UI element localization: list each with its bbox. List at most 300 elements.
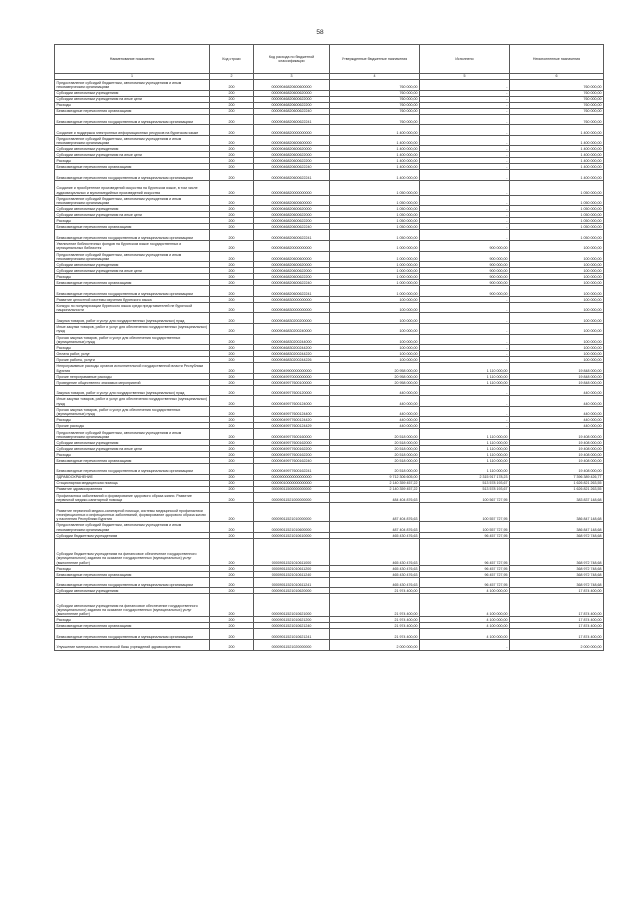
row-remaining-amount: 19 408 000,00 bbox=[510, 446, 604, 452]
row-approved-amount: 487 404 876,63 bbox=[330, 503, 420, 522]
row-approved-amount: 100 000,00 bbox=[330, 323, 420, 334]
row-executed-amount: 1 110 000,00 bbox=[420, 363, 510, 374]
row-approved-amount: 2 140 359 457,22 bbox=[330, 486, 420, 492]
row-budget-classification: 00009046820600620000 bbox=[254, 262, 330, 268]
row-budget-classification: 00009046830200200000 bbox=[254, 313, 330, 324]
row-executed-amount: 2 315 917 178,23 bbox=[420, 474, 510, 480]
row-approved-amount: 465 430 476,63 bbox=[330, 577, 420, 588]
row-budget-classification: 00009011521010611241 bbox=[254, 577, 330, 588]
row-budget-classification: 00009049900000000000 bbox=[254, 363, 330, 374]
row-approved-amount: 100 000,00 bbox=[330, 357, 420, 363]
row-executed-amount: 96 457 727,95 bbox=[420, 565, 510, 571]
row-executed-amount: - bbox=[420, 206, 510, 212]
row-executed-amount: - bbox=[420, 417, 510, 423]
row-budget-classification: 00009046830200244226 bbox=[254, 357, 330, 363]
row-approved-amount: 1 400 000,00 bbox=[330, 152, 420, 158]
row-executed-amount: - bbox=[420, 640, 510, 651]
row-remaining-amount: 19 408 000,00 bbox=[510, 464, 604, 475]
row-indicator-name: Иные закупки товаров, работ и услуг для обеспечения государственных (муниципальных) нужд bbox=[55, 323, 210, 334]
row-remaining-amount: 1 626 821 263,55 bbox=[510, 486, 604, 492]
row-indicator-name: Предоставление субсидий бюджетным, автономным учреждениям и иным некоммерческим организациям bbox=[55, 135, 210, 146]
row-budget-classification: 00009011521010611000 bbox=[254, 538, 330, 565]
table-row bbox=[55, 522, 604, 533]
row-indicator-name: Предоставление субсидий бюджетным, автономным учреждениям и иным некоммерческим организациям bbox=[55, 429, 210, 440]
row-indicator-name: Предоставление субсидий бюджетным, автономным учреждениям и иным некоммерческим организациям bbox=[55, 251, 210, 262]
row-line-code: 200 bbox=[210, 80, 254, 91]
table-row bbox=[55, 629, 604, 640]
row-remaining-amount: 7 396 389 426,77 bbox=[510, 474, 604, 480]
row-executed-amount: - bbox=[420, 90, 510, 96]
row-indicator-name: Расходы bbox=[55, 565, 210, 571]
row-budget-classification: 00009011521010621240 bbox=[254, 623, 330, 629]
row-executed-amount: 513 578 193,67 bbox=[420, 480, 510, 486]
row-approved-amount: 440 000,00 bbox=[330, 385, 420, 396]
row-indicator-name: Проведение общественно значимых мероприятий bbox=[55, 379, 210, 385]
table-row bbox=[55, 313, 604, 324]
row-line-code: 200 bbox=[210, 224, 254, 230]
row-line-code: 200 bbox=[210, 206, 254, 212]
row-remaining-amount: 1 400 000,00 bbox=[510, 146, 604, 152]
row-indicator-name: Расходы bbox=[55, 417, 210, 423]
table-row bbox=[55, 135, 604, 146]
row-executed-amount: - bbox=[420, 114, 510, 125]
row-approved-amount: 1 000 000,00 bbox=[330, 262, 420, 268]
row-remaining-amount: 368 972 748,68 bbox=[510, 538, 604, 565]
row-remaining-amount: 760 000,00 bbox=[510, 102, 604, 108]
row-approved-amount: 21 974 400,00 bbox=[330, 588, 420, 594]
row-indicator-name: Непрограммные расходы органов исполнительной государственной власти Республики Бурятия bbox=[55, 363, 210, 374]
row-remaining-amount: 100 000,00 bbox=[510, 262, 604, 268]
row-line-code: 200 bbox=[210, 629, 254, 640]
row-executed-amount: - bbox=[420, 302, 510, 313]
table-row bbox=[55, 251, 604, 262]
row-indicator-name: Безвозмездные перечисления организациям bbox=[55, 280, 210, 286]
row-executed-amount: - bbox=[420, 108, 510, 114]
row-approved-amount: 1 050 000,00 bbox=[330, 218, 420, 224]
row-indicator-name: Субсидии автономным учреждениям bbox=[55, 206, 210, 212]
row-line-code: 200 bbox=[210, 522, 254, 533]
row-remaining-amount: 760 000,00 bbox=[510, 90, 604, 96]
row-remaining-amount: 368 972 748,68 bbox=[510, 571, 604, 577]
row-approved-amount: 465 430 476,63 bbox=[330, 538, 420, 565]
row-line-code: 200 bbox=[210, 577, 254, 588]
row-budget-classification: 00009049977600120000 bbox=[254, 385, 330, 396]
row-line-code: 200 bbox=[210, 486, 254, 492]
row-executed-amount: 4 100 000,00 bbox=[420, 594, 510, 617]
row-indicator-name: Создание и приобретение произведений искусства на бурятском языке, в том числе аудиовизуальных и мультимедийных произведений искусства bbox=[55, 180, 210, 195]
row-executed-amount: - bbox=[420, 296, 510, 302]
row-line-code: 200 bbox=[210, 125, 254, 136]
row-indicator-name: Закупка товаров, работ и услуг для государственных (муниципальных) нужд bbox=[55, 313, 210, 324]
row-line-code: 200 bbox=[210, 164, 254, 170]
row-approved-amount: 760 000,00 bbox=[330, 80, 420, 91]
row-line-code: 200 bbox=[210, 313, 254, 324]
row-line-code: 200 bbox=[210, 458, 254, 464]
row-line-code: 200 bbox=[210, 429, 254, 440]
row-executed-amount: - bbox=[420, 351, 510, 357]
row-indicator-name: Безвозмездные перечисления государственным и муниципальным организациям bbox=[55, 464, 210, 475]
row-budget-classification: 00009046820600600000 bbox=[254, 251, 330, 262]
row-remaining-amount: 19 408 000,00 bbox=[510, 458, 604, 464]
row-line-code: 200 bbox=[210, 379, 254, 385]
row-indicator-name: Субсидии автономным учреждениям bbox=[55, 440, 210, 446]
row-line-code: 200 bbox=[210, 452, 254, 458]
row-indicator-name: Безвозмездные перечисления организациям bbox=[55, 458, 210, 464]
row-remaining-amount: 19 848 000,00 bbox=[510, 379, 604, 385]
row-remaining-amount: 100 000,00 bbox=[510, 274, 604, 280]
row-indicator-name: Создание и поддержка электронных информационных ресурсов на бурятском языке bbox=[55, 125, 210, 136]
row-executed-amount: 1 110 000,00 bbox=[420, 440, 510, 446]
row-budget-classification: 00009046830000000000 bbox=[254, 296, 330, 302]
row-line-code: 200 bbox=[210, 357, 254, 363]
row-executed-amount: 900 000,00 bbox=[420, 274, 510, 280]
row-remaining-amount: 368 972 748,68 bbox=[510, 577, 604, 588]
row-indicator-name: Субсидии автономным учреждениям bbox=[55, 90, 210, 96]
row-indicator-name: Развитие целостной системы изучения бурятского языка bbox=[55, 296, 210, 302]
row-budget-classification: 00009049977600124420 bbox=[254, 417, 330, 423]
row-approved-amount: 100 000,00 bbox=[330, 351, 420, 357]
row-remaining-amount: 17 874 400,00 bbox=[510, 629, 604, 640]
row-approved-amount: 100 000,00 bbox=[330, 345, 420, 351]
row-indicator-name: Расходы bbox=[55, 452, 210, 458]
row-approved-amount: 440 000,00 bbox=[330, 396, 420, 407]
row-line-code: 200 bbox=[210, 274, 254, 280]
row-executed-amount: - bbox=[420, 406, 510, 417]
row-executed-amount: 513 578 193,67 bbox=[420, 486, 510, 492]
row-remaining-amount: 1 050 000,00 bbox=[510, 195, 604, 206]
row-executed-amount: - bbox=[420, 345, 510, 351]
row-remaining-amount: 1 050 000,00 bbox=[510, 224, 604, 230]
row-remaining-amount: 100 000,00 bbox=[510, 313, 604, 324]
row-budget-classification: 00009049977600162200 bbox=[254, 446, 330, 452]
row-approved-amount: 1 400 000,00 bbox=[330, 125, 420, 136]
row-executed-amount: 1 110 000,00 bbox=[420, 429, 510, 440]
table-row bbox=[55, 577, 604, 588]
row-line-code: 200 bbox=[210, 218, 254, 224]
row-approved-amount: 20 518 000,00 bbox=[330, 446, 420, 452]
row-executed-amount: 1 110 000,00 bbox=[420, 379, 510, 385]
table-body bbox=[55, 80, 604, 651]
row-remaining-amount: 1 050 000,00 bbox=[510, 212, 604, 218]
column-number: 4 bbox=[330, 74, 420, 80]
row-executed-amount: - bbox=[420, 146, 510, 152]
row-budget-classification: 00009046830200244200 bbox=[254, 345, 330, 351]
row-executed-amount: 1 110 000,00 bbox=[420, 464, 510, 475]
row-approved-amount: 1 000 000,00 bbox=[330, 240, 420, 251]
row-indicator-name: ЗДРАВООХРАНЕНИЕ bbox=[55, 474, 210, 480]
row-approved-amount: 484 404 876,63 bbox=[330, 492, 420, 503]
row-approved-amount: 21 974 400,00 bbox=[330, 594, 420, 617]
row-executed-amount: 900 000,00 bbox=[420, 268, 510, 274]
row-indicator-name: Увеличение библиотечных фондов на бурятском языке государственных и муниципальных библиотек bbox=[55, 240, 210, 251]
row-budget-classification: 00009046830200240000 bbox=[254, 323, 330, 334]
row-executed-amount: 96 457 727,95 bbox=[420, 532, 510, 538]
row-indicator-name: Профилактика заболеваний и формирование здорового образа жизни. Развитие первичной медико-санитарной помощи bbox=[55, 492, 210, 503]
row-budget-classification: 00009049977600124429 bbox=[254, 423, 330, 429]
row-executed-amount: - bbox=[420, 385, 510, 396]
row-indicator-name: Субсидии автономным учреждениям на иные цели bbox=[55, 212, 210, 218]
row-budget-classification: 00009046830200244220 bbox=[254, 351, 330, 357]
row-budget-classification: 00009011521010611240 bbox=[254, 571, 330, 577]
header-remaining: Неисполненные назначения bbox=[510, 45, 604, 74]
row-line-code: 200 bbox=[210, 195, 254, 206]
row-approved-amount: 20 518 000,00 bbox=[330, 452, 420, 458]
row-indicator-name: Предоставление субсидий бюджетным, автономным учреждениям и иным некоммерческим организациям bbox=[55, 522, 210, 533]
row-line-code: 200 bbox=[210, 396, 254, 407]
row-approved-amount: 760 000,00 bbox=[330, 102, 420, 108]
table-row bbox=[55, 492, 604, 503]
row-remaining-amount: 760 000,00 bbox=[510, 114, 604, 125]
row-budget-classification: 00009046820600622000 bbox=[254, 268, 330, 274]
table-row bbox=[55, 180, 604, 195]
row-line-code: 200 bbox=[210, 385, 254, 396]
row-indicator-name: Расходы bbox=[55, 345, 210, 351]
column-number: 2 bbox=[210, 74, 254, 80]
row-executed-amount: 96 457 727,95 bbox=[420, 571, 510, 577]
row-indicator-name: Субсидии автономным учреждениям на иные цели bbox=[55, 446, 210, 452]
row-line-code: 200 bbox=[210, 302, 254, 313]
table-row bbox=[55, 170, 604, 181]
table-row bbox=[55, 286, 604, 297]
row-indicator-name: Безвозмездные перечисления государственным и муниципальным организациям bbox=[55, 286, 210, 297]
row-budget-classification: 00009046830000000000 bbox=[254, 302, 330, 313]
row-budget-classification: 00009011521000000000 bbox=[254, 492, 330, 503]
row-line-code: 200 bbox=[210, 102, 254, 108]
row-indicator-name: Прочие непрограммные расходы bbox=[55, 373, 210, 379]
row-executed-amount: 100 557 727,95 bbox=[420, 522, 510, 533]
row-executed-amount: - bbox=[420, 230, 510, 241]
row-approved-amount: 100 000,00 bbox=[330, 302, 420, 313]
row-line-code: 200 bbox=[210, 538, 254, 565]
row-executed-amount: - bbox=[420, 164, 510, 170]
row-executed-amount: 4 100 000,00 bbox=[420, 617, 510, 623]
table-row bbox=[55, 429, 604, 440]
row-executed-amount: - bbox=[420, 96, 510, 102]
row-indicator-name: Безвозмездные перечисления организациям bbox=[55, 623, 210, 629]
row-executed-amount: 96 457 727,95 bbox=[420, 538, 510, 565]
row-remaining-amount: 368 972 748,68 bbox=[510, 532, 604, 538]
row-remaining-amount: 17 874 400,00 bbox=[510, 617, 604, 623]
table-row bbox=[55, 334, 604, 345]
row-budget-classification: 00009049977600124400 bbox=[254, 406, 330, 417]
header-approved: Утвержденные бюджетные назначения bbox=[330, 45, 420, 74]
row-approved-amount: 20 958 000,00 bbox=[330, 363, 420, 374]
row-approved-amount: 440 000,00 bbox=[330, 423, 420, 429]
row-approved-amount: 2 140 359 457,22 bbox=[330, 480, 420, 486]
row-budget-classification: 00009011521010610000 bbox=[254, 532, 330, 538]
row-budget-classification: 00009046820600600000 bbox=[254, 80, 330, 91]
row-line-code: 200 bbox=[210, 158, 254, 164]
table-row bbox=[55, 464, 604, 475]
row-indicator-name: Прочие расходы bbox=[55, 423, 210, 429]
row-remaining-amount: 1 050 000,00 bbox=[510, 180, 604, 195]
row-budget-classification: 00009046820600600000 bbox=[254, 135, 330, 146]
row-line-code: 200 bbox=[210, 334, 254, 345]
row-indicator-name: Расходы bbox=[55, 218, 210, 224]
row-approved-amount: 21 974 400,00 bbox=[330, 617, 420, 623]
row-budget-classification: 00009049977600124000 bbox=[254, 396, 330, 407]
row-remaining-amount: 440 000,00 bbox=[510, 406, 604, 417]
row-remaining-amount: 100 000,00 bbox=[510, 286, 604, 297]
row-indicator-name: Стационарная медицинская помощь bbox=[55, 480, 210, 486]
row-remaining-amount: 440 000,00 bbox=[510, 396, 604, 407]
row-line-code: 200 bbox=[210, 617, 254, 623]
row-indicator-name: Прочие работы, услуги bbox=[55, 357, 210, 363]
row-line-code: 200 bbox=[210, 423, 254, 429]
row-approved-amount: 100 000,00 bbox=[330, 313, 420, 324]
row-remaining-amount: 100 000,00 bbox=[510, 323, 604, 334]
row-budget-classification: 00009046820600622200 bbox=[254, 218, 330, 224]
row-remaining-amount: 760 000,00 bbox=[510, 80, 604, 91]
row-remaining-amount: 2 000 000,00 bbox=[510, 640, 604, 651]
row-line-code: 200 bbox=[210, 96, 254, 102]
row-indicator-name: Улучшение материально-технической базы учреждений здравоохранения bbox=[55, 640, 210, 651]
row-approved-amount: 1 050 000,00 bbox=[330, 180, 420, 195]
row-approved-amount: 1 400 000,00 bbox=[330, 170, 420, 181]
row-line-code: 200 bbox=[210, 363, 254, 374]
row-line-code: 200 bbox=[210, 623, 254, 629]
header-executed: Исполнено bbox=[420, 45, 510, 74]
row-executed-amount: - bbox=[420, 125, 510, 136]
row-budget-classification: 00009011521010620000 bbox=[254, 588, 330, 594]
table-row bbox=[55, 114, 604, 125]
row-approved-amount: 1 000 000,00 bbox=[330, 251, 420, 262]
table-row bbox=[55, 503, 604, 522]
row-line-code: 200 bbox=[210, 480, 254, 486]
row-budget-classification: 00009049970000000000 bbox=[254, 373, 330, 379]
header-line-code: Код строки bbox=[210, 45, 254, 74]
row-approved-amount: 21 974 400,00 bbox=[330, 629, 420, 640]
row-approved-amount: 440 000,00 bbox=[330, 417, 420, 423]
header-budget-classification: Код расхода по бюджетной классификации bbox=[254, 45, 330, 74]
row-approved-amount: 1 400 000,00 bbox=[330, 158, 420, 164]
row-budget-classification: 00009049977600160000 bbox=[254, 429, 330, 440]
row-approved-amount: 1 000 000,00 bbox=[330, 268, 420, 274]
row-approved-amount: 1 400 000,00 bbox=[330, 164, 420, 170]
row-indicator-name: Развитие здравоохранения bbox=[55, 486, 210, 492]
row-executed-amount: - bbox=[420, 158, 510, 164]
budget-execution-table bbox=[54, 44, 604, 651]
row-line-code: 200 bbox=[210, 474, 254, 480]
row-executed-amount: 1 110 000,00 bbox=[420, 452, 510, 458]
row-line-code: 200 bbox=[210, 464, 254, 475]
row-executed-amount: - bbox=[420, 423, 510, 429]
row-indicator-name: Развитие первичной медико-санитарной помощи, системы медицинской профилактики неинфекционных и инфекционных заболеваний, формирование здорового образа жизни у населения Республики Бурятия bbox=[55, 503, 210, 522]
row-line-code: 200 bbox=[210, 588, 254, 594]
row-remaining-amount: 1 050 000,00 bbox=[510, 206, 604, 212]
row-approved-amount: 760 000,00 bbox=[330, 108, 420, 114]
row-remaining-amount: 1 400 000,00 bbox=[510, 164, 604, 170]
row-line-code: 200 bbox=[210, 114, 254, 125]
row-remaining-amount: 100 000,00 bbox=[510, 357, 604, 363]
row-indicator-name: Расходы bbox=[55, 158, 210, 164]
row-indicator-name: Конкурс по популяризации бурятского языка среди представителей не бурятской национальности bbox=[55, 302, 210, 313]
row-indicator-name: Закупка товаров, работ и услуг для государственных (муниципальных) нужд bbox=[55, 385, 210, 396]
row-remaining-amount: 100 000,00 bbox=[510, 268, 604, 274]
row-remaining-amount: 1 400 000,00 bbox=[510, 125, 604, 136]
table-row bbox=[55, 640, 604, 651]
row-line-code: 200 bbox=[210, 351, 254, 357]
row-budget-classification: 00009046820600622000 bbox=[254, 152, 330, 158]
row-approved-amount: 1 050 000,00 bbox=[330, 230, 420, 241]
row-line-code: 200 bbox=[210, 251, 254, 262]
row-approved-amount: 20 518 000,00 bbox=[330, 458, 420, 464]
row-budget-classification: 00009011521010621241 bbox=[254, 629, 330, 640]
row-line-code: 200 bbox=[210, 296, 254, 302]
row-budget-classification: 00009000000000000000 bbox=[254, 474, 330, 480]
row-remaining-amount: 1 626 821 263,55 bbox=[510, 480, 604, 486]
row-budget-classification: 00009046820600620000 bbox=[254, 146, 330, 152]
row-budget-classification: 00009046820600622241 bbox=[254, 170, 330, 181]
row-remaining-amount: 100 000,00 bbox=[510, 302, 604, 313]
row-approved-amount: 1 000 000,00 bbox=[330, 280, 420, 286]
row-indicator-name: Субсидии автономным учреждениям на иные цели bbox=[55, 152, 210, 158]
row-executed-amount: - bbox=[420, 396, 510, 407]
row-remaining-amount: 1 400 000,00 bbox=[510, 158, 604, 164]
row-approved-amount: 100 000,00 bbox=[330, 296, 420, 302]
row-executed-amount: 96 457 727,95 bbox=[420, 577, 510, 588]
row-budget-classification: 00009011521010000000 bbox=[254, 503, 330, 522]
row-line-code: 200 bbox=[210, 406, 254, 417]
row-indicator-name: Безвозмездные перечисления государственным и муниципальным организациям bbox=[55, 577, 210, 588]
row-budget-classification: 00009049977600162241 bbox=[254, 464, 330, 475]
row-executed-amount: 100 557 727,95 bbox=[420, 503, 510, 522]
row-budget-classification: 00009049977600162000 bbox=[254, 440, 330, 446]
row-indicator-name: Субсидии автономным учреждениям bbox=[55, 146, 210, 152]
row-executed-amount: - bbox=[420, 323, 510, 334]
row-executed-amount: 4 100 000,00 bbox=[420, 629, 510, 640]
row-budget-classification: 00009046820600622241 bbox=[254, 114, 330, 125]
row-remaining-amount: 760 000,00 bbox=[510, 96, 604, 102]
row-budget-classification: 00009046820000000000 bbox=[254, 125, 330, 136]
table-row bbox=[55, 385, 604, 396]
row-executed-amount: - bbox=[420, 195, 510, 206]
row-budget-classification: 00009046820600622200 bbox=[254, 274, 330, 280]
row-approved-amount: 20 518 000,00 bbox=[330, 464, 420, 475]
row-approved-amount: 1 000 000,00 bbox=[330, 274, 420, 280]
row-indicator-name: Безвозмездные перечисления организациям bbox=[55, 571, 210, 577]
row-budget-classification: 00009046820600622240 bbox=[254, 224, 330, 230]
row-line-code: 200 bbox=[210, 640, 254, 651]
table-row bbox=[55, 594, 604, 617]
row-remaining-amount: 1 050 000,00 bbox=[510, 230, 604, 241]
row-budget-classification: 00009046820600622240 bbox=[254, 164, 330, 170]
row-line-code: 200 bbox=[210, 594, 254, 617]
row-executed-amount: - bbox=[420, 80, 510, 91]
row-line-code: 200 bbox=[210, 268, 254, 274]
row-remaining-amount: 17 874 400,00 bbox=[510, 588, 604, 594]
row-approved-amount: 465 430 476,63 bbox=[330, 532, 420, 538]
row-approved-amount: 20 958 000,00 bbox=[330, 373, 420, 379]
column-number: 1 bbox=[55, 74, 210, 80]
column-number: 3 bbox=[254, 74, 330, 80]
row-approved-amount: 20 518 000,00 bbox=[330, 440, 420, 446]
row-indicator-name: Безвозмездные перечисления организациям bbox=[55, 108, 210, 114]
row-executed-amount: 900 000,00 bbox=[420, 240, 510, 251]
row-budget-classification: 00009049977600162240 bbox=[254, 458, 330, 464]
row-budget-classification: 00009046830200244000 bbox=[254, 334, 330, 345]
table-row bbox=[55, 80, 604, 91]
row-budget-classification: 00009011521010600000 bbox=[254, 522, 330, 533]
row-budget-classification: 00009046820600622240 bbox=[254, 280, 330, 286]
row-remaining-amount: 19 408 000,00 bbox=[510, 452, 604, 458]
row-budget-classification: 00009011521010621000 bbox=[254, 594, 330, 617]
row-line-code: 200 bbox=[210, 440, 254, 446]
table-row bbox=[55, 538, 604, 565]
header-indicator-name: Наименование показателя bbox=[55, 45, 210, 74]
row-remaining-amount: 100 000,00 bbox=[510, 251, 604, 262]
row-line-code: 200 bbox=[210, 212, 254, 218]
